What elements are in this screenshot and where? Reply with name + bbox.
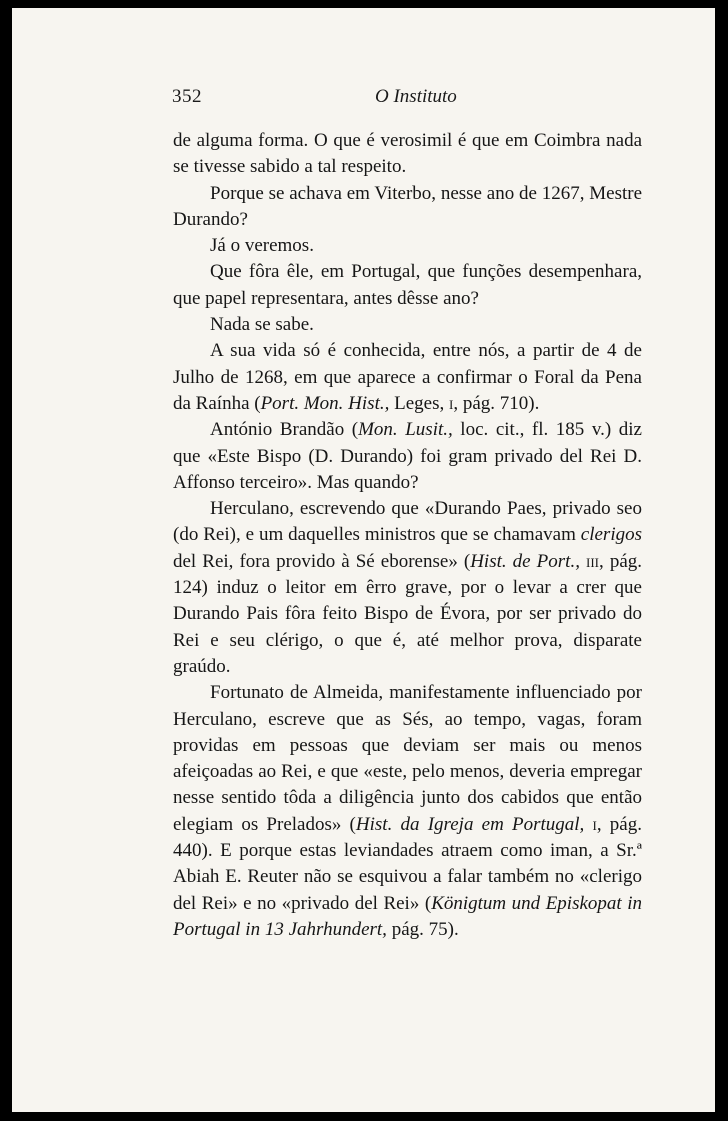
italic-citation: Port. Mon. Hist., [260, 392, 390, 414]
paragraph [173, 259, 642, 312]
text-run: pág. 75). [386, 918, 459, 940]
text-run: i [448, 392, 454, 414]
page-header [172, 86, 557, 116]
text-run: Fortunato de Almeida, manifestamente influenciado por Herculano, escreve que as Sés, ao tempo, vagas, foram providas em pessoas que deviam ser mais ou menos afeiçoadas ao Rei, e que «este, pelo menos, deveria empregar nesse sentido tôda a diligência junto dos cabidos que então elegiam os Prelados» ( [173, 682, 642, 835]
text-run: iii [586, 550, 600, 572]
text-run: Porque se achava em Viterbo, nesse ano de 1267, Mestre Durando? [173, 182, 642, 230]
italic-citation: Hist. da Igreja em Portugal, [355, 813, 585, 835]
paragraph [173, 233, 642, 259]
text-run: António Brandão ( [210, 419, 359, 441]
text-run: de alguma forma. O que é verosimil é que em Coimbra nada se tivesse sabido a tal respeito. [173, 130, 642, 178]
body-text [173, 128, 642, 943]
text-run: loc. cit., fl. 185 v.) diz que «Este Bispo (D. Durando) foi gram privado del Rei D. Affonso terceiro». Mas quando? [173, 419, 642, 493]
text-run: A sua vida só é conhecida, entre nós, a partir de 4 de Julho de 1268, em que aparece a confirmar o Foral da Pena da Raínha ( [173, 340, 642, 414]
paragraph [173, 128, 642, 181]
book-page [12, 8, 715, 1112]
text-run: , pág. 124) induz o leitor em êrro grave, por o levar a crer que Durando Pais fôra feito Bispo de Évora, por ser privado do Rei e seu clérigo, o que é, até melhor prova, disparate graúdo. [173, 550, 643, 677]
paragraph [173, 338, 642, 417]
italic-citation: clerigos [580, 524, 642, 546]
text-run: , pág. 440). E porque estas leviandades atraem como iman, a Sr.ª Abiah E. Reuter não se esquivou a falar também no «clerigo del Rei» e no «privado del Rei» ( [173, 813, 642, 914]
italic-citation: Hist. de Port., [470, 550, 580, 572]
text-run: i [592, 813, 597, 835]
text-run [584, 814, 592, 835]
paragraph [173, 312, 642, 338]
text-run: Leges, [389, 392, 449, 414]
running-title: O Instituto [375, 86, 457, 107]
paragraph [173, 680, 642, 943]
text-run: Já o veremos. [210, 235, 314, 257]
italic-citation: Mon. Lusit., [358, 419, 453, 441]
text-run: Que fôra êle, em Portugal, que funções desempenhara, que papel representara, antes dêsse ano? [173, 261, 642, 309]
paragraph [173, 181, 642, 234]
text-run: Herculano, escrevendo que «Durando Paes, privado seo (do Rei), e um daquelles ministros que se chamavam [173, 498, 642, 546]
page-number: 352 [172, 86, 202, 107]
text-run: , pág. 710). [453, 392, 540, 414]
paragraph [173, 417, 642, 496]
text-run: Nada se sabe. [210, 314, 314, 336]
italic-citation: Königtum und Episkopat in Portugal in 13 Jahrhundert, [173, 892, 642, 940]
paragraph [173, 496, 642, 680]
text-run: del Rei, fora provido à Sé eborense» ( [173, 550, 471, 572]
